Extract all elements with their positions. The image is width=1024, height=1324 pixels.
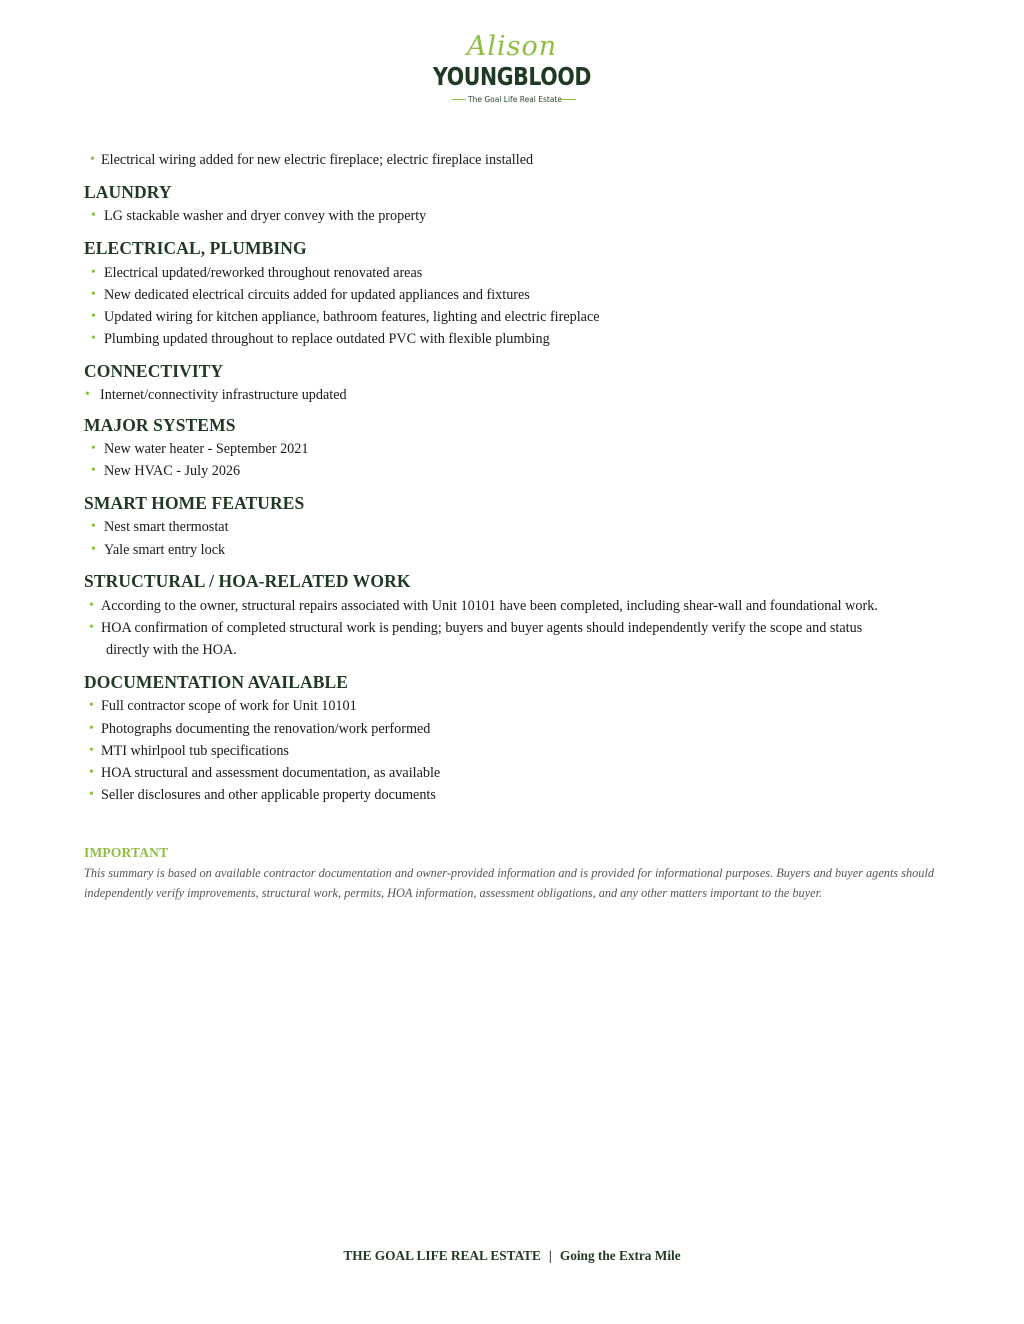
logo-tagline: The Goal Life Real Estate: [468, 95, 562, 104]
list-item: Photographs documenting the renovation/work performed: [101, 721, 431, 737]
bullet-icon: •: [85, 387, 90, 402]
list-item: New dedicated electrical circuits added for updated appliances and fixtures: [104, 287, 530, 303]
bullet-icon: •: [89, 721, 94, 736]
section-heading-major-systems: MAJOR SYSTEMS: [84, 415, 236, 435]
bullet-icon: •: [90, 152, 95, 167]
bullet-icon: •: [89, 698, 94, 713]
list-item: HOA structural and assessment documentation, as available: [101, 765, 441, 781]
list-item: Seller disclosures and other applicable property documents: [101, 787, 436, 803]
bullet-icon: •: [89, 620, 94, 635]
bullet-icon: •: [91, 331, 96, 346]
logo-script-name: Alison: [466, 31, 558, 62]
footer-company: THE GOAL LIFE REAL ESTATE: [343, 1248, 541, 1263]
bullet-icon: •: [91, 265, 96, 280]
list-item-continuation: directly with the HOA.: [106, 642, 237, 658]
bullet-icon: •: [91, 463, 96, 478]
section-heading-laundry: LAUNDRY: [84, 182, 172, 202]
page-footer: [0, 1246, 1024, 1266]
list-item: HOA confirmation of completed structural work is pending; buyers and buyer agents should independently verify the scope and status: [101, 620, 863, 636]
list-item: According to the owner, structural repairs associated with Unit 10101 have been completed, including shear-wall and foundational work.: [101, 598, 878, 614]
section-heading-electrical-plumbing: ELECTRICAL, PLUMBING: [84, 238, 307, 258]
bullet-icon: •: [89, 787, 94, 802]
bullet-icon: •: [89, 765, 94, 780]
bullet-icon: •: [91, 519, 96, 534]
list-item: Full contractor scope of work for Unit 10101: [101, 698, 357, 714]
logo-surname: YOUNGBLOOD: [433, 62, 591, 91]
important-disclaimer: This summary is based on available contractor documentation and owner-provided information and is provided for informational purposes. Buyers and buyer agents should independently verify improvements, structural work, permits, HOA information, assessment obligations, and any other matters important to the buyer.: [84, 866, 935, 900]
section-heading-structural: STRUCTURAL / HOA-RELATED WORK: [84, 571, 411, 591]
section-heading-documentation: DOCUMENTATION AVAILABLE: [84, 672, 349, 692]
list-item: Updated wiring for kitchen appliance, bathroom features, lighting and electric fireplace: [104, 309, 600, 325]
footer-separator: |: [548, 1248, 552, 1263]
brand-logo: [0, 30, 1024, 110]
bullet-icon: •: [91, 441, 96, 456]
list-item: Plumbing updated throughout to replace outdated PVC with flexible plumbing: [104, 331, 550, 347]
bullet-icon: •: [89, 743, 94, 758]
logo-tagline-row: [452, 93, 576, 107]
list-item: New water heater - September 2021: [104, 441, 309, 457]
logo-rule-left: [452, 99, 466, 100]
logo-rule-right: [562, 99, 576, 100]
list-item: Electrical updated/reworked throughout renovated areas: [104, 265, 423, 281]
important-heading: IMPORTANT: [84, 845, 169, 860]
list-item: Yale smart entry lock: [104, 542, 226, 558]
bullet-icon: •: [91, 208, 96, 223]
section-heading-connectivity: CONNECTIVITY: [84, 361, 224, 381]
bullet-icon: •: [89, 598, 94, 613]
bullet-icon: •: [91, 542, 96, 557]
bullet-icon: •: [91, 309, 96, 324]
list-item: Nest smart thermostat: [104, 519, 229, 535]
bullet-icon: •: [91, 287, 96, 302]
list-item: Internet/connectivity infrastructure updated: [100, 387, 347, 403]
list-item: LG stackable washer and dryer convey with the property: [104, 208, 427, 224]
list-item: New HVAC - July 2026: [104, 463, 241, 479]
footer-slogan: Going the Extra Mile: [559, 1248, 681, 1263]
section-heading-smart-home: SMART HOME FEATURES: [84, 493, 305, 513]
list-item: MTI whirlpool tub specifications: [101, 743, 289, 759]
list-item: Electrical wiring added for new electric fireplace; electric fireplace installed: [101, 152, 534, 168]
